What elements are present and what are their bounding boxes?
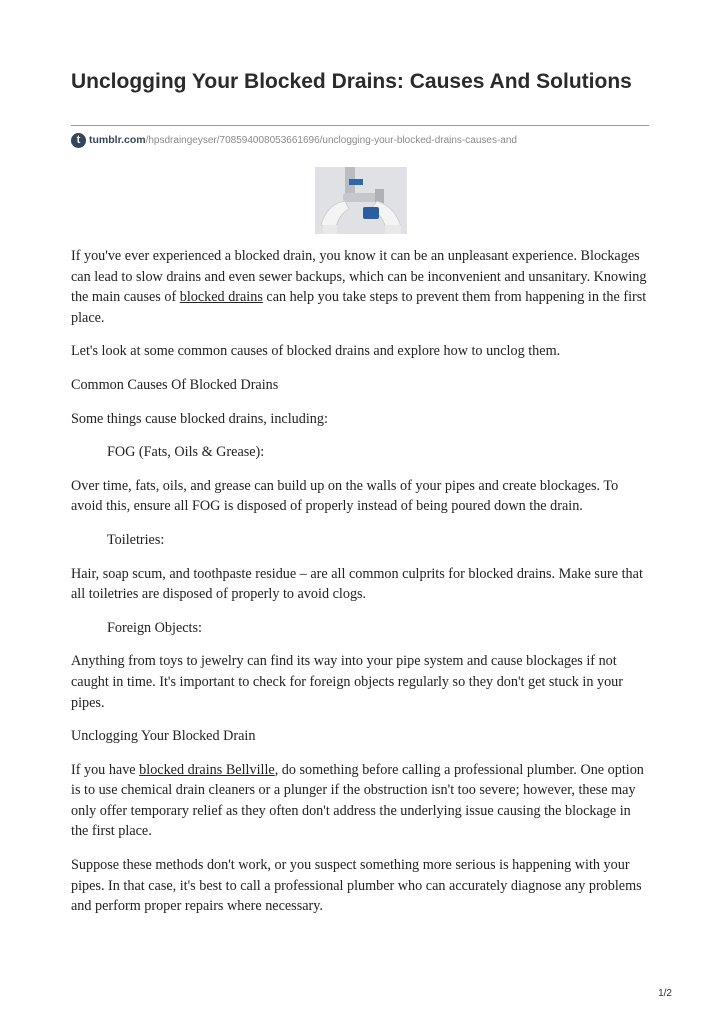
unclog-text-after: , do something before calling a professional plumber. One option is to use chemical drain cleaners or a plunger if the obstruction isn't too severe; however, these may only offer temporary relief as they often don't address the underlying issue causing the blockage in the first place. [71,761,644,840]
paragraph-causes-intro: Let's look at some common causes of blocked drains and explore how to unclog them. [71,343,561,360]
heading-foreign-objects: Foreign Objects: [107,619,202,636]
page-number: 1/2 [658,988,672,999]
heading-unclogging: Unclogging Your Blocked Drain [71,728,256,745]
paragraph-some-things: Some things cause blocked drains, including: [71,410,328,427]
source-link[interactable] [71,132,517,148]
page-title: Unclogging Your Blocked Drains: Causes And Solutions [71,70,632,93]
source-domain[interactable]: tumblr.com [89,134,146,146]
paragraph-fog: Over time, fats, oils, and grease can build up on the walls of your pipes and create blockages. To avoid this, ensure all FOG is disposed of properly instead of being poured down the drain. [71,477,619,515]
paragraph-unclogging [71,760,651,842]
title-divider [71,125,649,126]
plumber-hands-pipe-icon [315,167,407,234]
heading-toiletries: Toiletries: [107,531,165,548]
paragraph-foreign-objects: Anything from toys to jewelry can find its way into your pipe system and cause blockages if not caught in time. It's important to check for foreign objects regularly so they don't get stuck in your pipes. [71,653,623,711]
plumber-hands-pipe-photo [315,167,407,234]
intro-text-after: can help you take steps to prevent them from happening in the first place. [71,289,647,326]
intro-paragraph [71,246,651,328]
blocked-drains-link[interactable]: blocked drains [179,289,263,306]
heading-fog: FOG (Fats, Oils & Grease): [107,444,265,461]
source-path[interactable]: /hpsdraingeyser/708594008053661696/unclogging-your-blocked-drains-causes-and [145,134,517,146]
blocked-drains-bellville-link[interactable]: blocked drains Bellville [139,761,275,778]
tumblr-icon: t [71,133,86,148]
paragraph-toiletries: Hair, soap scum, and toothpaste residue – are all common culprits for blocked drains. Make sure that all toiletries are disposed of properly to avoid clogs. [71,565,643,603]
paragraph-professional-plumber: Suppose these methods don't work, or you suspect something more serious is happening with your pipes. In that case, it's best to call a professional plumber who can accurately diagnose any problems and perform proper repairs where necessary. [71,857,642,915]
unclog-text-before: If you have [71,761,140,778]
heading-common-causes: Common Causes Of Blocked Drains [71,376,279,393]
article-body [71,246,651,930]
intro-text-before: If you've ever experienced a blocked drain, you know it can be an unpleasant experience. Blockages can lead to slow drains and even sewer backups, which can be inconvenient and unsanitary. Knowing the main causes of [71,248,647,306]
